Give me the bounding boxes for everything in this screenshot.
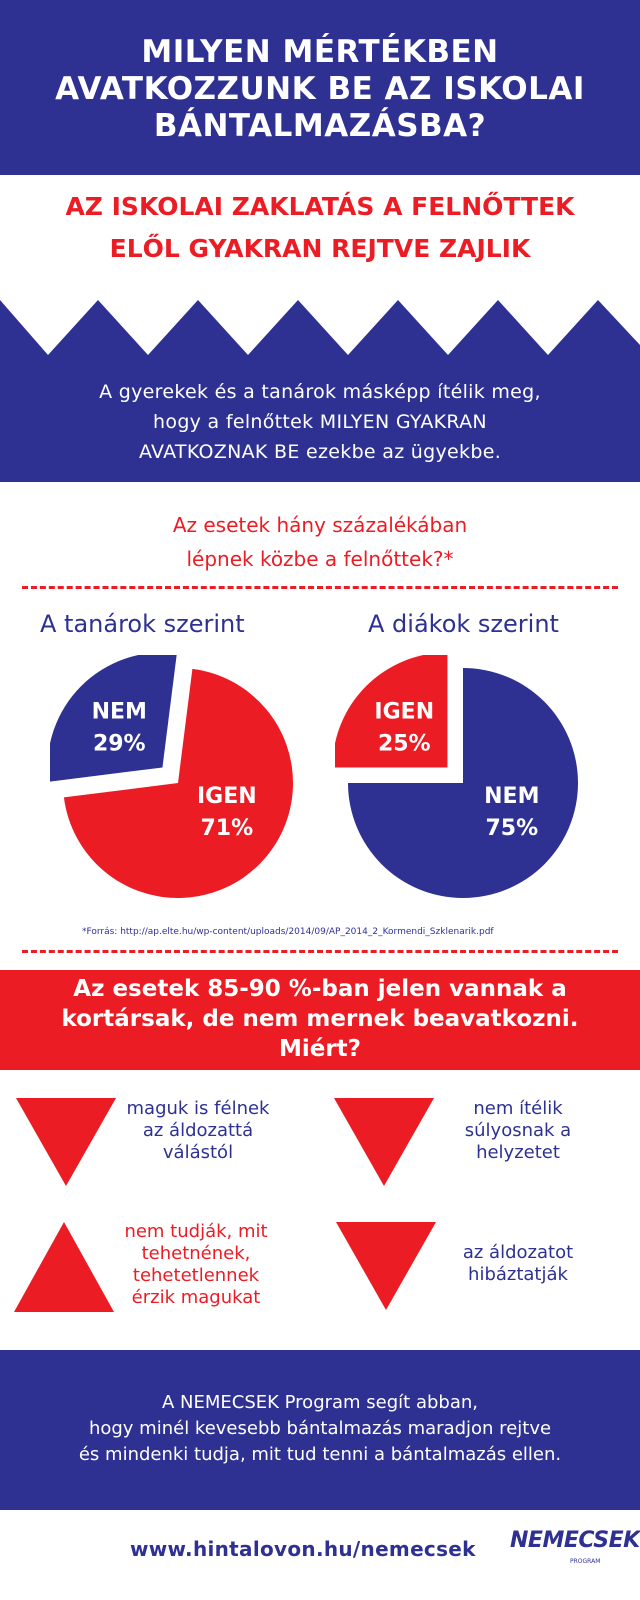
reason-line: az áldozattá: [142, 1120, 254, 1141]
reason-line: nem ítélik: [473, 1098, 563, 1119]
perception-line: hogy a felnőttek MILYEN GYAKRAN: [153, 411, 487, 433]
triangle-down-icon: [336, 1222, 436, 1312]
reason-line: tehetetlennek: [132, 1265, 260, 1286]
subheading-line: ELŐL GYAKRAN REJTVE ZAJLIK: [109, 234, 531, 263]
pie-label: NEM: [484, 783, 540, 809]
perception-line: A gyerekek és a tanárok másképp ítélik meg,: [99, 381, 541, 403]
footer-line: A NEMECSEK Program segít abban,: [161, 1392, 479, 1413]
logo-text: NEMECSEK: [510, 1528, 640, 1553]
pie-students-title: A diákok szerint: [368, 610, 559, 638]
subheading: [20, 186, 620, 270]
pie-value: 25%: [377, 731, 431, 757]
source-note: *Forrás: http://ap.elte.hu/wp-content/uploads/2014/09/AP_2014_2_Kormendi_Szklenarik.pdf: [82, 927, 494, 937]
title-line: AVATKOZZUNK BE AZ ISKOLAI: [55, 71, 585, 107]
pie-value: 29%: [92, 731, 146, 757]
pie-label: NEM: [91, 699, 147, 725]
question-line: lépnek közbe a felnőttek?*: [186, 547, 454, 571]
peers-text: [10, 974, 630, 1064]
reason-line: súlyosnak a: [464, 1120, 572, 1141]
triangle-down-icon: [16, 1098, 116, 1188]
reason-line: hibáztatják: [468, 1264, 568, 1285]
page-title: [40, 34, 600, 145]
peers-line: Miért?: [278, 1036, 362, 1062]
reason-line: helyzetet: [476, 1142, 560, 1163]
reason-line: nem tudják, mit: [124, 1221, 268, 1242]
title-line: MILYEN MÉRTÉKBEN: [141, 34, 499, 70]
pie-chart-teachers: [50, 655, 300, 915]
pie-value: 71%: [200, 815, 254, 841]
reason-3: [108, 1221, 284, 1309]
question-line: Az esetek hány százalékában: [172, 513, 468, 537]
reason-1: [112, 1098, 284, 1164]
perception-text: [20, 377, 620, 467]
peers-line: kortársak, de nem mernek beavatkozni.: [61, 1006, 579, 1032]
pie-chart-students: [335, 655, 585, 915]
question-text: [60, 508, 580, 576]
dashed-divider: [22, 950, 618, 953]
title-line: BÁNTALMAZÁSBA?: [153, 108, 487, 144]
website-link[interactable]: www.hintalovon.hu/nemecsek: [130, 1537, 476, 1561]
reason-4: [438, 1242, 598, 1286]
peers-line: Az esetek 85-90 %-ban jelen vannak a: [73, 976, 567, 1002]
logo-subtext: PROGRAM: [570, 1558, 601, 1565]
reason-2: [438, 1098, 598, 1164]
pie-label: IGEN: [374, 699, 435, 725]
reason-line: tehetnének,: [141, 1243, 251, 1264]
perception-line: AVATKOZNAK BE ezekbe az ügyekbe.: [138, 441, 502, 463]
triangle-down-icon: [334, 1098, 434, 1188]
footer-line: és mindenki tudja, mit tud tenni a bántalmazás ellen.: [78, 1444, 562, 1465]
reason-line: válástól: [162, 1142, 234, 1163]
reason-line: maguk is félnek: [126, 1098, 270, 1119]
triangle-up-icon: [14, 1222, 114, 1314]
subheading-line: AZ ISKOLAI ZAKLATÁS A FELNŐTTEK: [65, 192, 575, 221]
reason-line: az áldozatot: [462, 1242, 574, 1263]
pie-value: 75%: [485, 815, 539, 841]
footer-text: [20, 1390, 620, 1468]
footer-line: hogy minél kevesebb bántalmazás maradjon rejtve: [88, 1418, 552, 1439]
pie-teachers-title: A tanárok szerint: [40, 610, 245, 638]
dashed-divider: [22, 586, 618, 589]
reason-line: érzik magukat: [131, 1287, 261, 1308]
pie-label: IGEN: [196, 783, 257, 809]
nemecsek-logo: [510, 1528, 640, 1576]
